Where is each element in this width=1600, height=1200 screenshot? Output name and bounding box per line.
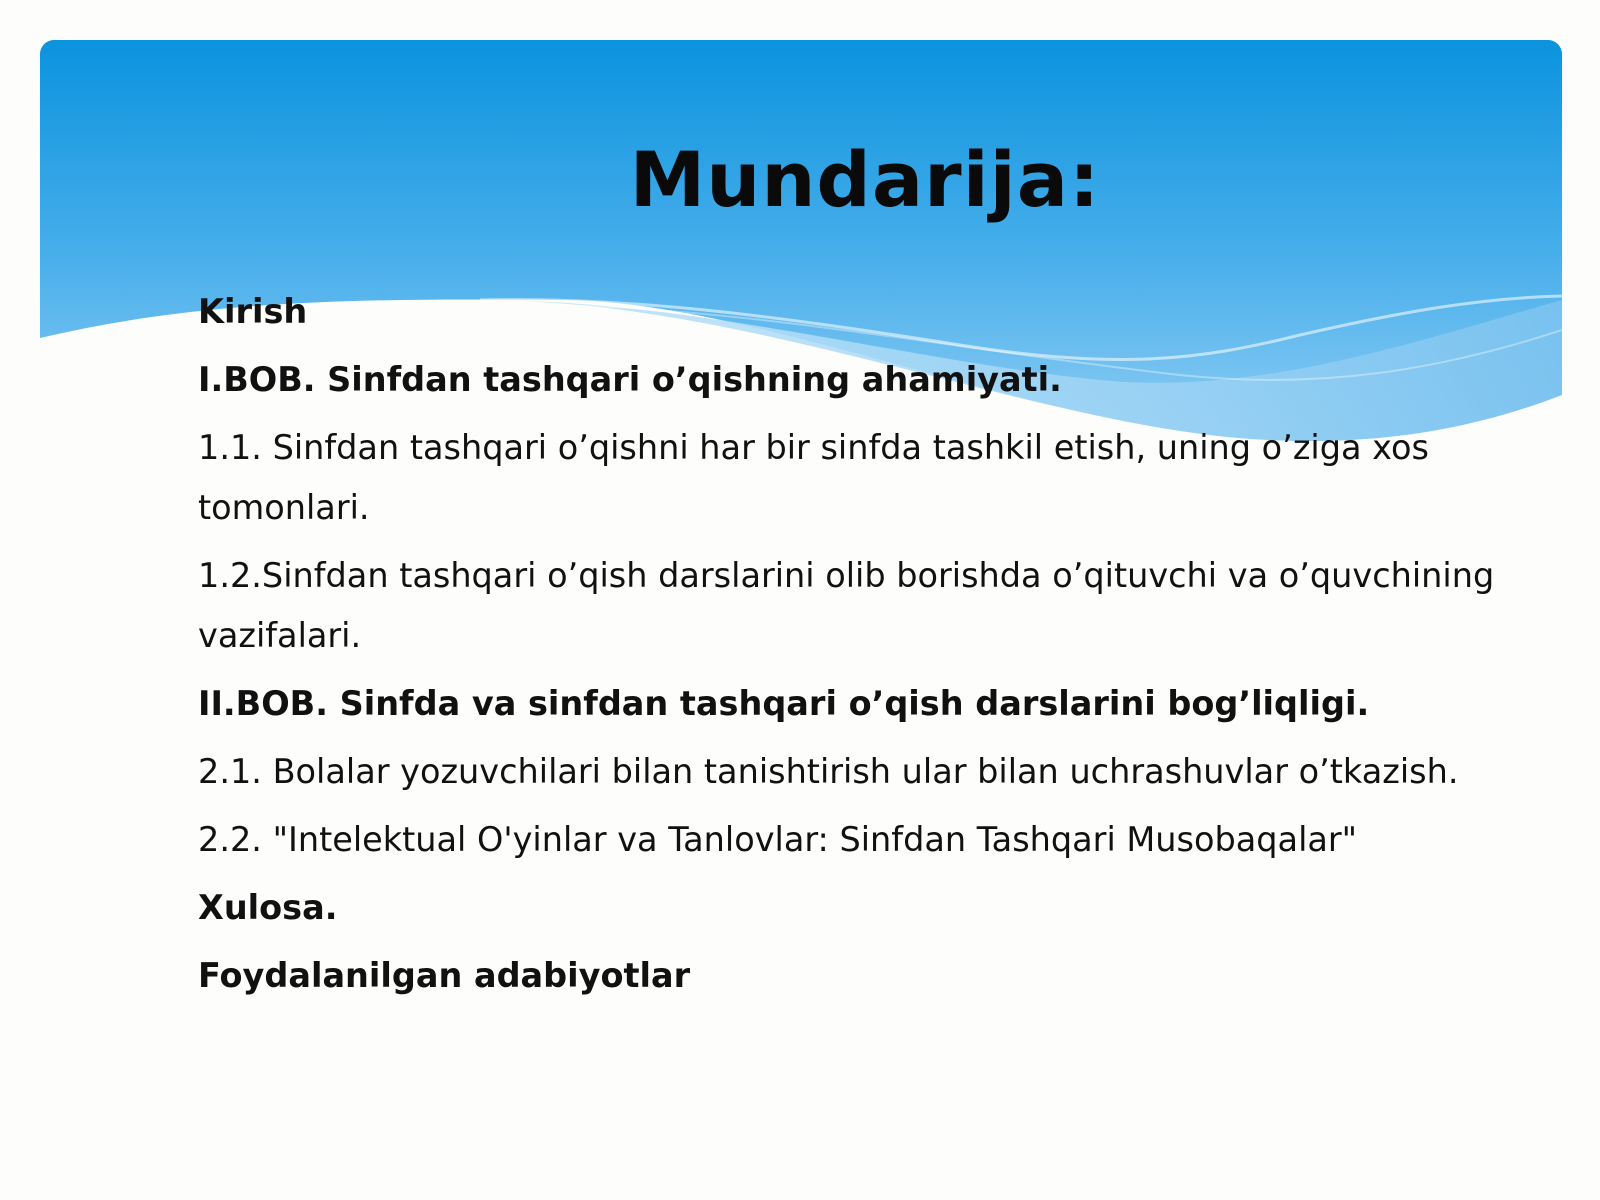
toc-item-section-2-2: 2.2. "Intelektual O'yinlar va Tanlovlar: Sinfdan Tashqari Musobaqalar" [198, 820, 1358, 859]
slide-title: Mundarija: [629, 135, 1101, 224]
toc-item-section-2-1: 2.1. Bolalar yozuvchilari bilan tanishtirish ular bilan uchrashuvlar o’tkazish. [198, 752, 1459, 791]
toc-item-conclusion: Xulosa. [198, 888, 338, 927]
toc-item-section-1-1: 1.1. Sinfdan tashqari o’qishni har bir sinfda tashkil etish, uning o’ziga xos tomonlari. [198, 428, 1429, 527]
toc-item-chapter-2: II.BOB. Sinfda va sinfdan tashqari o’qish darslarini bog’liqligi. [198, 684, 1370, 723]
table-of-contents [198, 282, 1558, 1014]
toc-item-intro: Kirish [198, 292, 308, 331]
toc-item-references: Foydalanilgan adabiyotlar [198, 956, 691, 995]
toc-item-section-1-2: 1.2.Sinfdan tashqari o’qish darslarini olib borishda o’qituvchi va o’quvchining vazifalari. [198, 556, 1495, 655]
toc-item-chapter-1: I.BOB. Sinfdan tashqari o’qishning ahamiyati. [198, 360, 1062, 399]
